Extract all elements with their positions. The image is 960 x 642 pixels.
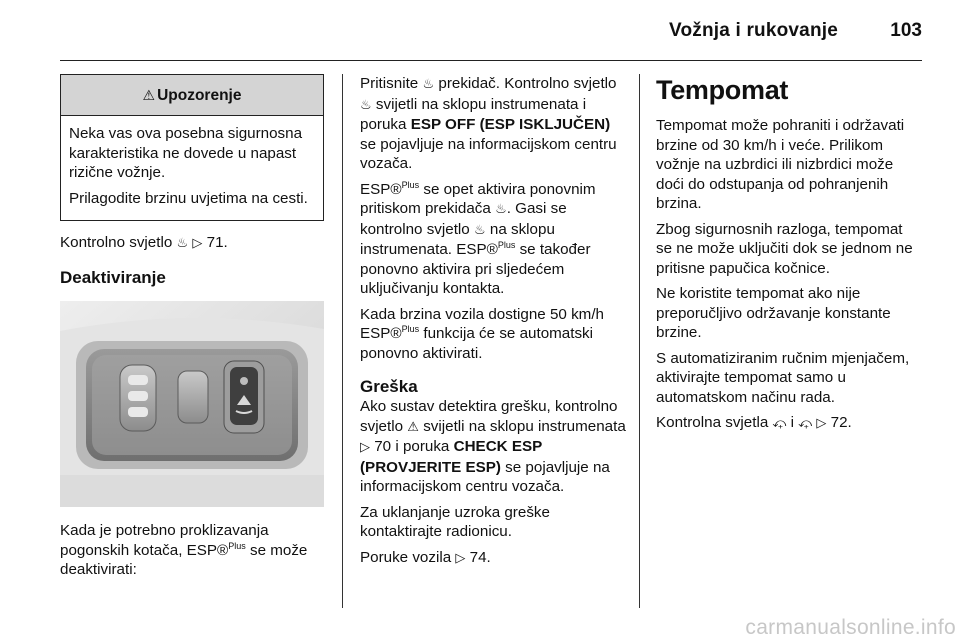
- warning-text-2: Prilagodite brzinu uvjetima na cesti.: [69, 189, 308, 207]
- warning-triangle-icon: ⚠: [142, 87, 156, 103]
- section-heading-deaktiviranje: Deaktiviranje: [60, 267, 166, 287]
- esp-speed-paragraph: Kada brzina vozila dostigne 50 km/h ESP®$^{Plus}$ funkcija će se automatski ponovno aktivirati.: [360, 305, 604, 362]
- check-esp-message: CHECK ESP (PROVJERITE ESP): [360, 438, 542, 476]
- page-reference-arrow-icon: ▷: [192, 236, 203, 251]
- esp-skid-car-icon: ♨: [176, 236, 189, 251]
- page-number: 103: [890, 20, 922, 41]
- page-reference[interactable]: 74.: [469, 548, 491, 566]
- column-divider-2: [639, 74, 640, 608]
- warning-title: Upozorenje: [157, 87, 242, 104]
- tempomat-paragraph-3: Ne koristite tempomat ako nije preporučljivo održavanje konstante brzine.: [656, 285, 891, 341]
- tempomat-paragraph-1: Tempomat može pohraniti i održavati brzine od 30 km/h i veće. Prilikom vožnje na uzbrdici ili nizbrdici može doći do odstupanja od pohranjenih brzina.: [656, 117, 905, 212]
- watermark: carmanualsonline.info: [745, 616, 956, 639]
- page-reference-arrow-icon: ▷: [455, 550, 466, 566]
- page-reference-arrow-icon: ▷: [816, 416, 827, 431]
- esp-skid-car-icon: ♨: [360, 97, 372, 113]
- esp-fault-icon: ⚠: [407, 419, 419, 435]
- deactivate-text: Kada je potrebno proklizavanja pogonskih kotača, ESP®$^{Plus}$ se može deaktivirati:: [60, 522, 308, 578]
- vehicle-messages-paragraph: Poruke vozila ▷ 74.: [360, 548, 491, 566]
- esp-skid-car-icon: ♨: [495, 202, 507, 217]
- column-2: [360, 74, 628, 574]
- warning-text-1: Neka vas ova posebna sigurnosna karakteristika ne dovede u napast rizične vožnje.: [69, 125, 303, 181]
- workshop-paragraph: Za uklanjanje uzroka greške kontaktirajte radionicu.: [360, 503, 550, 540]
- section-heading-tempomat: Tempomat: [656, 75, 789, 105]
- page-header-title: Vožnja i rukovanje: [668, 20, 838, 41]
- page-reference[interactable]: 71.: [206, 234, 228, 251]
- esp-reactivate-paragraph: ESP®$^{Plus}$ se opet aktivira ponovnim pritiskom prekidača ♨. Gasi se kontrolno svjetlo ♨ na sklopu instrumenata. ESP®$^{Plus}$ se također ponovno aktivira pri sljedećem uključivanju kontakta.: [360, 179, 596, 297]
- esp-off-message: ESP OFF (ESP ISKLJUČEN): [410, 116, 611, 133]
- warning-box: [60, 74, 324, 221]
- warning-body: [61, 116, 323, 220]
- cruise-control-icon: ⤽: [798, 416, 813, 431]
- tempomat-paragraph-4: S automatiziranim ručnim mjenjačem, aktivirajte tempomat samo u automatskom načinu rada.: [656, 349, 910, 406]
- column-1: [60, 74, 324, 586]
- control-light-reference: Kontrolno svjetlo ♨ ▷ 71.: [60, 234, 228, 251]
- section-heading-greska: Greška: [360, 377, 418, 396]
- esp-off-paragraph: Pritisnite ♨ prekidač. Kontrolno svjetlo ♨ svijetli na sklopu instrumenata i poruka ESP OFF (ESP ISKLJUČEN) se pojavljuje na informacijskom centru vozača.: [360, 75, 617, 172]
- column-3: [656, 74, 922, 440]
- esp-skid-car-icon: ♨: [422, 77, 435, 92]
- warning-header: [61, 75, 323, 116]
- esp-skid-car-icon: ♨: [473, 222, 486, 238]
- esp-switch-photo: [60, 301, 324, 507]
- tempomat-paragraph-2: Zbog sigurnosnih razloga, tempomat se ne može uključiti dok se jednom ne pritisne papučica kočnice.: [656, 220, 913, 277]
- tempomat-paragraph-5: Kontrolna svjetla ⤽ i ⤽ ▷ 72.: [656, 414, 852, 431]
- page-reference[interactable]: 72.: [830, 414, 852, 431]
- page-reference-arrow-icon: ▷: [360, 440, 370, 455]
- cruise-control-icon: ⤽: [772, 416, 787, 431]
- fault-paragraph: Ako sustav detektira grešku, kontrolno svjetlo ⚠ svijetli na sklopu instrumenata ▷ 70 i poruka CHECK ESP (PROVJERITE ESP) se pojavljuje na informacijskom centru vozača.: [360, 398, 626, 495]
- page-header: [60, 0, 922, 61]
- column-divider-1: [342, 74, 343, 608]
